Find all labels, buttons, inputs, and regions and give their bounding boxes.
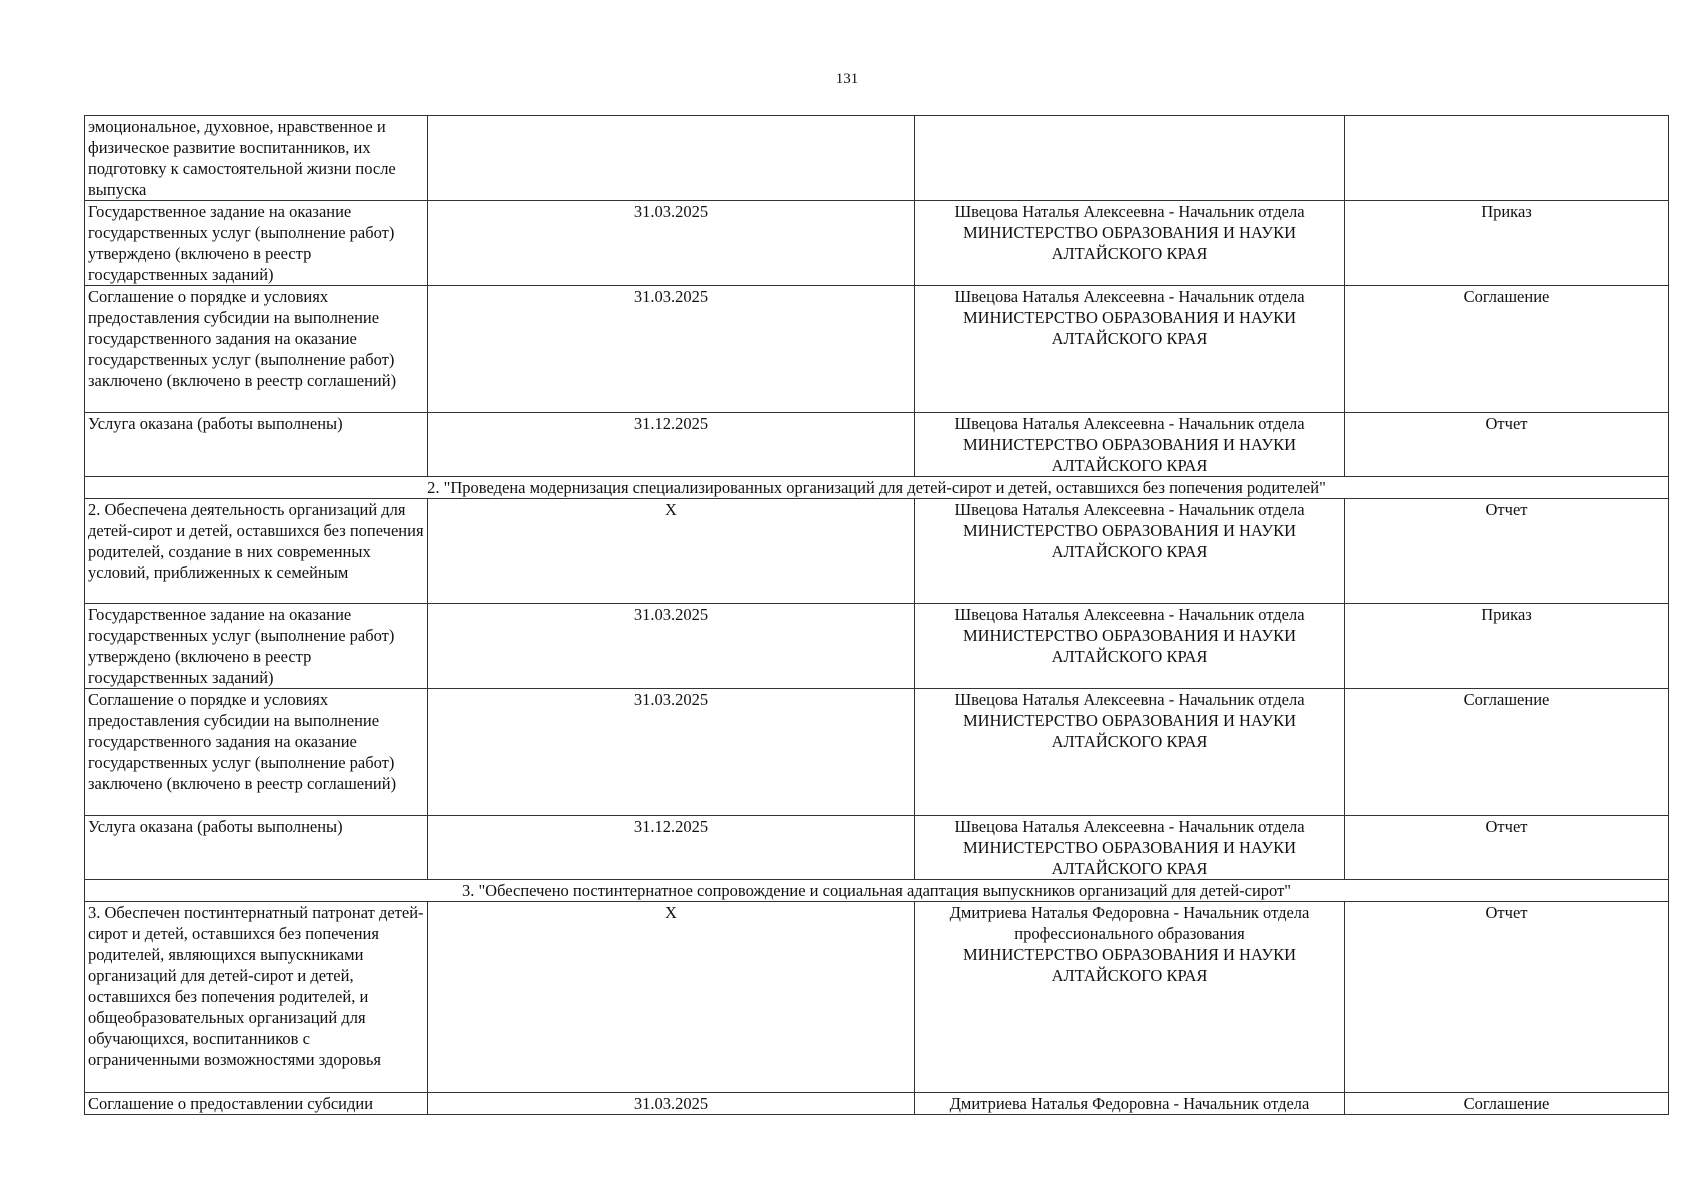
document-type-cell: Соглашение [1345,689,1669,816]
responsible-line: Швецова Наталья Алексеевна - Начальник отдела [954,690,1305,709]
responsible-line: Швецова Наталья Алексеевна - Начальник отдела [954,500,1305,519]
responsible-line: АЛТАЙСКОГО КРАЯ [1051,456,1208,475]
event-description-cell: 2. Обеспечена деятельность организаций для детей-сирот и детей, оставшихся без попечения родителей, создание в них современных условий, приближенных к семейным [85,499,428,604]
responsible-line: МИНИСТЕРСТВО ОБРАЗОВАНИЯ И НАУКИ [962,435,1297,454]
responsible-line: АЛТАЙСКОГО КРАЯ [1051,244,1208,263]
event-description-cell: Государственное задание на оказание государственных услуг (выполнение работ) утверждено (включено в реестр государственных заданий) [85,201,428,286]
table-row [85,1093,1669,1115]
responsible-person-cell [915,499,1345,604]
deadline-date-cell: 31.03.2025 [428,1093,915,1115]
table-row [85,413,1669,477]
responsible-person-cell [915,201,1345,286]
responsible-person-cell [915,902,1345,1093]
deadline-date-cell: 31.03.2025 [428,604,915,689]
table-row [85,286,1669,413]
responsible-line: Швецова Наталья Алексеевна - Начальник отдела [954,817,1305,836]
responsible-person-cell [915,413,1345,477]
page-number: 131 [835,71,859,87]
deadline-date-cell: 31.03.2025 [428,689,915,816]
document-type-cell: Отчет [1345,499,1669,604]
responsible-line: АЛТАЙСКОГО КРАЯ [1051,859,1208,878]
document-type-cell: Приказ [1345,604,1669,689]
deadline-date-cell: 31.12.2025 [428,816,915,880]
section-title: 3. "Обеспечено постинтернатное сопровождение и социальная адаптация выпускников организаций для детей-сирот" [85,880,1669,902]
table-row [85,816,1669,880]
responsible-line: МИНИСТЕРСТВО ОБРАЗОВАНИЯ И НАУКИ [962,838,1297,857]
plan-table [84,115,1669,1115]
document-type-cell: Приказ [1345,201,1669,286]
deadline-date-cell: 31.03.2025 [428,201,915,286]
responsible-person-cell [915,689,1345,816]
deadline-date-cell [428,116,915,201]
responsible-person-cell [915,604,1345,689]
responsible-line: АЛТАЙСКОГО КРАЯ [1051,647,1208,666]
document-type-cell: Соглашение [1345,286,1669,413]
responsible-line: МИНИСТЕРСТВО ОБРАЗОВАНИЯ И НАУКИ [962,308,1297,327]
event-description-cell: Соглашение о порядке и условиях предоставления субсидии на выполнение государственного задания на оказание государственных услуг (выполнение работ) заключено (включено в реестр соглашений) [85,286,428,413]
deadline-date-cell: Х [428,499,915,604]
section-header-row [85,477,1669,499]
document-type-cell: Отчет [1345,413,1669,477]
deadline-date-cell: Х [428,902,915,1093]
responsible-line: Дмитриева Наталья Федоровна - Начальник отдела [949,1094,1310,1113]
responsible-line: Дмитриева Наталья Федоровна - Начальник отдела [949,903,1310,922]
responsible-person-cell [915,1093,1345,1115]
responsible-person-cell [915,286,1345,413]
table-row [85,116,1669,201]
document-type-cell: Отчет [1345,816,1669,880]
plan-table-body [85,116,1669,1115]
section-title: 2. "Проведена модернизация специализированных организаций для детей-сирот и детей, оставшихся без попечения родителей" [85,477,1669,499]
event-description-cell: эмоциональное, духовное, нравственное и физическое развитие воспитанников, их подготовку к самостоятельной жизни после выпуска [85,116,428,201]
responsible-line: АЛТАЙСКОГО КРАЯ [1051,966,1208,985]
document-type-cell: Соглашение [1345,1093,1669,1115]
document-type-cell [1345,116,1669,201]
table-row [85,499,1669,604]
table-row [85,604,1669,689]
responsible-line: АЛТАЙСКОГО КРАЯ [1051,542,1208,561]
responsible-line: МИНИСТЕРСТВО ОБРАЗОВАНИЯ И НАУКИ [962,711,1297,730]
section-header-row [85,880,1669,902]
responsible-line: МИНИСТЕРСТВО ОБРАЗОВАНИЯ И НАУКИ [962,521,1297,540]
event-description-cell: Соглашение о предоставлении субсидии [85,1093,428,1115]
responsible-line: Швецова Наталья Алексеевна - Начальник отдела [954,605,1305,624]
responsible-line: МИНИСТЕРСТВО ОБРАЗОВАНИЯ И НАУКИ [962,945,1297,964]
event-description-cell: 3. Обеспечен постинтернатный патронат детей-сирот и детей, оставшихся без попечения родителей, являющихся выпускниками организаций для детей-сирот и детей, оставшихся без попечения родителей, и общеобразовательных организаций для обучающихся, воспитанников с ограниченными возможностями здоровья [85,902,428,1093]
table-row [85,902,1669,1093]
table-row [85,201,1669,286]
responsible-line: МИНИСТЕРСТВО ОБРАЗОВАНИЯ И НАУКИ [962,626,1297,645]
document-type-cell: Отчет [1345,902,1669,1093]
event-description-cell: Соглашение о порядке и условиях предоставления субсидии на выполнение государственного задания на оказание государственных услуг (выполнение работ) заключено (включено в реестр соглашений) [85,689,428,816]
event-description-cell: Государственное задание на оказание государственных услуг (выполнение работ) утверждено (включено в реестр государственных заданий) [85,604,428,689]
responsible-line: профессионального образования [1014,924,1245,943]
deadline-date-cell: 31.12.2025 [428,413,915,477]
responsible-line: Швецова Наталья Алексеевна - Начальник отдела [954,202,1305,221]
event-description-cell: Услуга оказана (работы выполнены) [85,413,428,477]
responsible-line: Швецова Наталья Алексеевна - Начальник отдела [954,287,1305,306]
table-row [85,689,1669,816]
event-description-cell: Услуга оказана (работы выполнены) [85,816,428,880]
responsible-line: АЛТАЙСКОГО КРАЯ [1051,329,1208,348]
responsible-line: Швецова Наталья Алексеевна - Начальник отдела [954,414,1305,433]
deadline-date-cell: 31.03.2025 [428,286,915,413]
responsible-person-cell [915,816,1345,880]
responsible-line: АЛТАЙСКОГО КРАЯ [1051,732,1208,751]
responsible-person-cell [915,116,1345,201]
responsible-line: МИНИСТЕРСТВО ОБРАЗОВАНИЯ И НАУКИ [962,223,1297,242]
